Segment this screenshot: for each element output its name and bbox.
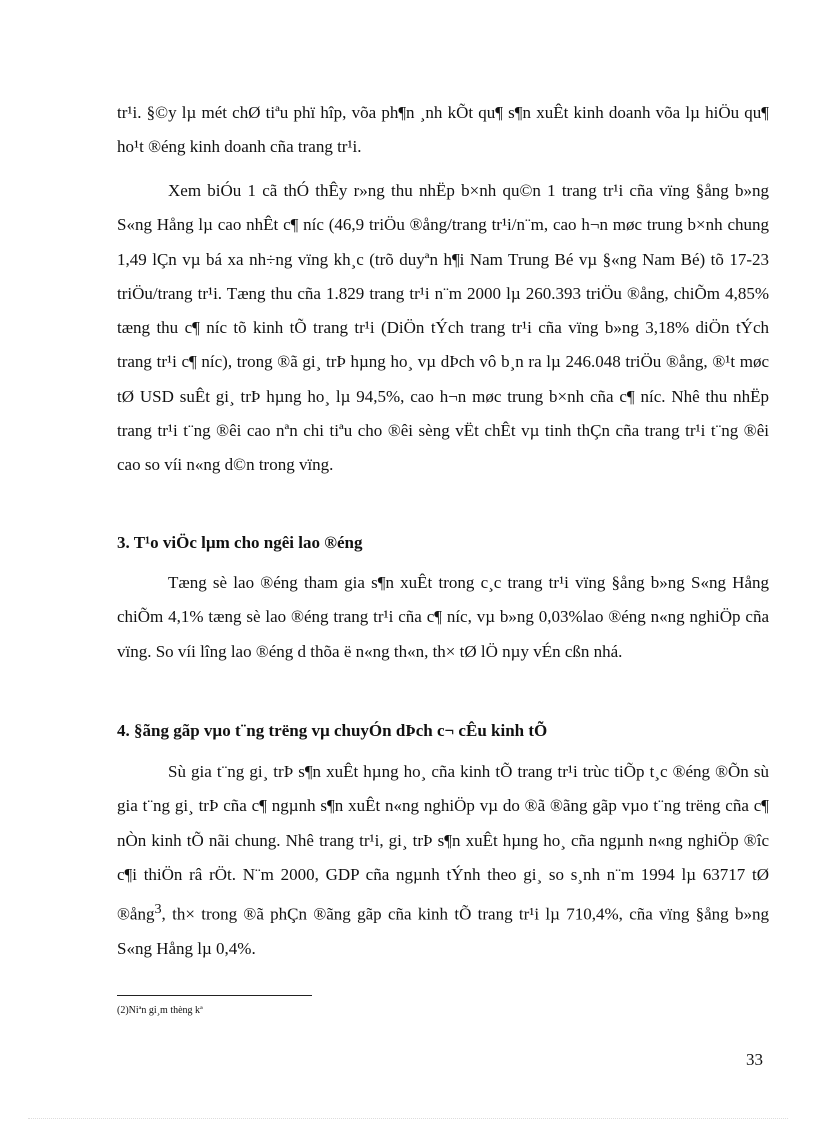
paragraph-income: Xem biÓu 1 cã thÓ thÊy r»ng thu nhËp b×nh qu©n 1 trang tr¹i cña vïng §ång b»ng S«ng Hång lµ cao nhÊt c¶ níc (46,9 triÖu ®ång/trang tr¹i/n¨m, cao h¬n møc trung b×nh chung 1,49 lÇn vµ bá xa nh÷ng vïng kh¸c (trõ duyªn h¶i Nam Trung Bé vµ §«ng Nam Bé) tõ 17-23 triÖu/trang tr¹i. Tæng thu cña 1.829 trang tr¹i n¨m 2000 lµ 260.393 triÖu ®ång, chiÕm 4,85% tæng thu c¶ níc tõ kinh tÕ trang tr¹i (DiÖn tÝch trang tr¹i cña vïng b»ng 3,18% diÖn tÝch trang tr¹i c¶ níc), trong ®ã gi¸ trÞ hµng ho¸ vµ dÞch vô b¸n ra lµ 246.048 triÖu ®ång, ®¹t møc tØ USD suÊt gi¸ trÞ hµng ho¸ lµ 94,5%, cao h¬n møc trung b×nh cña c¶ níc. Nhê thu nhËp trang tr¹i t¨ng ®êi cao nªn chi tiªu cho ®êi sèng vËt chÊt vµ tinh thÇn cña trang tr¹i t¨ng ®êi cao so víi n«ng d©n trong vïng. bbox=[117, 181, 769, 475]
paragraph-growth-tail: , th× trong ®ã phÇn ®ãng gãp cña kinh tÕ trang tr¹i lµ 710,4%, cña vïng §ång b»ng S«ng Hång lµ 0,4%. bbox=[117, 904, 769, 959]
footnote-reference: 3 bbox=[154, 901, 162, 918]
footnote bbox=[117, 1004, 203, 1018]
footnote-marker: (2) bbox=[117, 1005, 129, 1016]
paragraph-employment: Tæng sè lao ®éng tham gia s¶n xuÊt trong c¸c trang tr¹i vïng §ång b»ng S«ng Hång chiÕm 4,1% tæng sè lao ®éng trang tr¹i cña c¶ níc, vµ b»ng 0,03%lao ®éng n«ng nghiÖp cña vïng. So víi lîng lao ®éng d thõa ë n«ng th«n, th× tØ lÖ nµy vÉn cßn nhá. bbox=[117, 573, 769, 661]
paragraph-growth-text: Sù gia t¨ng gi¸ trÞ s¶n xuÊt hµng ho¸ cña kinh tÕ trang tr¹i trùc tiÕp t¸c ®éng ®Õn sù gia t¨ng gi¸ trÞ cña c¶ ngµnh s¶n xuÊt n«ng nghiÖp vµ do ®ã ®ãng gãp vµo t¨ng trëng cña c¶ nÒn kinh tÕ nãi chung. Nhê trang tr¹i, gi¸ trÞ s¶n xuÊt hµng ho¸ cña ngµnh n«ng nghiÖp ®îc c¶i thiÖn râ rÖt. N¨m 2000, GDP cña ngµnh tÝnh theo gi¸ so s¸nh n¨m 1994 lµ 63717 tØ ®ång bbox=[117, 762, 769, 924]
section-heading-employment: 3. T¹o viÖc lµm cho ngêi lao ®éng bbox=[117, 533, 363, 552]
section-heading-growth: 4. §ãng gãp vµo t¨ng trëng vµ chuyÓn dÞch c¬ cÊu kinh tÕ bbox=[117, 721, 548, 740]
footnote-text: Niªn gi¸m thèng kª bbox=[128, 1005, 203, 1016]
page-number: 33 bbox=[746, 1050, 763, 1069]
paragraph-growth bbox=[117, 755, 769, 966]
paragraph-continuation: tr¹i. §©y lµ mét chØ tiªu phï hîp, võa ph¶n ¸nh kÕt qu¶ s¶n xuÊt kinh doanh võa lµ hiÖu qu¶ ho¹t ®éng kinh doanh cña trang tr¹i. bbox=[117, 103, 769, 157]
footnote-divider bbox=[117, 995, 312, 996]
page-bottom-border bbox=[28, 1118, 788, 1119]
